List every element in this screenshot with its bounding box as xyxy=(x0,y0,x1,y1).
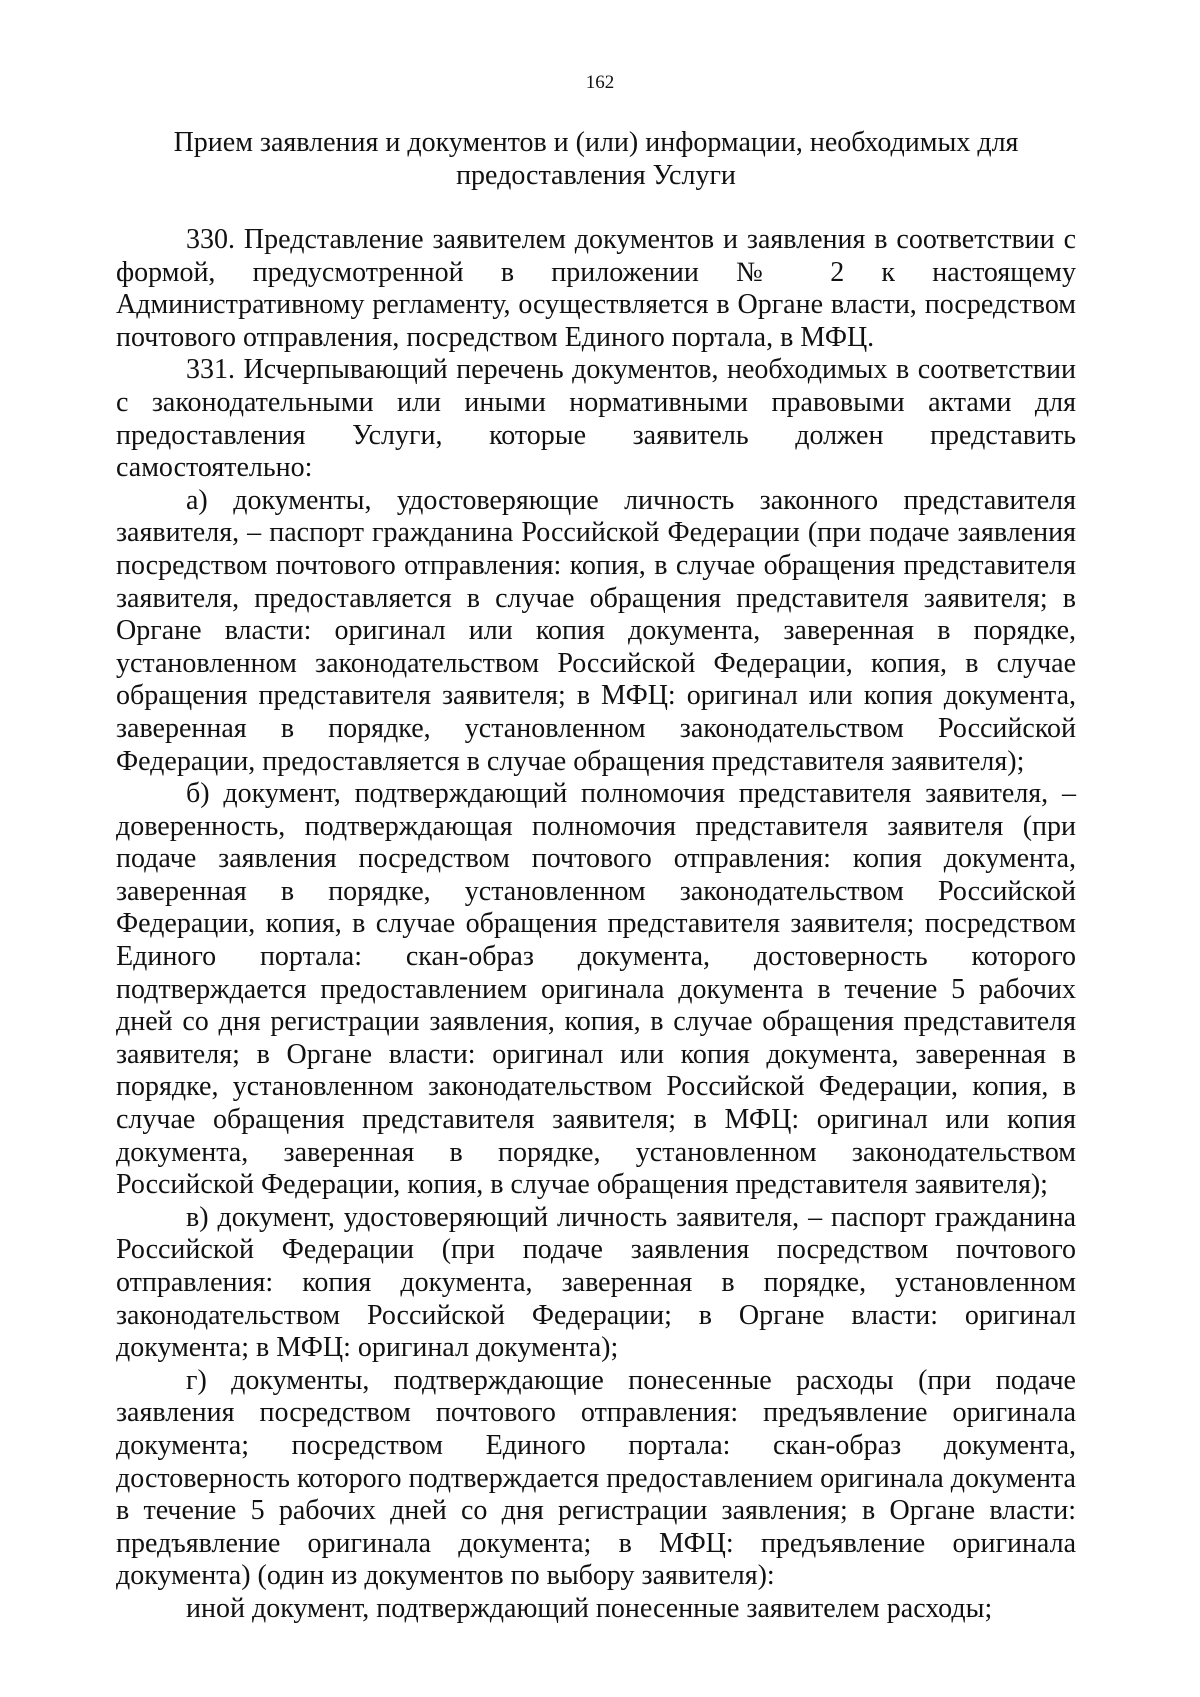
section-heading-line-2: предоставления Услуги xyxy=(456,160,736,191)
list-item-g: г) документы, подтверждающие понесенные расходы (при подаче заявления посредством почтового отправления: предъявление оригинала документа; посредством Единого портала: скан-образ документа, достоверность которого подтверждается предоставлением оригинала документа в течение 5 рабочих дней со дня регистрации заявления; в Органе власти: предъявление оригинала документа; в МФЦ: предъявление оригинала документа) (один из документов по выбору заявителя): xyxy=(116,1364,1076,1592)
section-heading xyxy=(116,126,1076,192)
list-item-other-document: иной документ, подтверждающий понесенные заявителем расходы; xyxy=(186,1592,993,1624)
paragraph-331: 331. Исчерпывающий перечень документов, необходимых в соответствии с законодательными или иными нормативными правовыми актами для предоставления Услуги, которые заявитель должен представить самостоятельно: xyxy=(116,354,1076,484)
body-text xyxy=(116,224,1076,1626)
list-item-a: а) документы, удостоверяющие личность законного представителя заявителя, – паспорт гражданина Российской Федерации (при подаче заявления посредством почтового отправления: копия, в случае обращения представителя заявителя, предоставляется в случае обращения представителя заявителя; в Органе власти: оригинал или копия документа, заверенная в порядке, установленном законодательством Российской Федерации, копия, в случае обращения представителя заявителя; в МФЦ: оригинал или копия документа, заверенная в порядке, установленном законодательством Российской Федерации, предоставляется в случае обращения представителя заявителя); xyxy=(116,484,1076,777)
list-item-b: б) документ, подтверждающий полномочия представителя заявителя, – доверенность, подтверждающая полномочия представителя заявителя (при подаче заявления посредством почтового отправления: копия документа, заверенная в порядке, установленном законодательством Российской Федерации, копия, в случае обращения представителя заявителя; посредством Единого портала: скан-образ документа, достоверность которого подтверждается предоставлением оригинала документа в течение 5 рабочих дней со дня регистрации заявления, копия, в случае обращения представителя заявителя; в Органе власти: оригинал или копия документа, заверенная в порядке, установленном законодательством Российской Федерации, копия, в случае обращения представителя заявителя; в МФЦ: оригинал или копия документа, заверенная в порядке, установленном законодательством Российской Федерации, копия, в случае обращения представителя заявителя); xyxy=(116,778,1076,1201)
paragraph-330: 330. Представление заявителем документов и заявления в соответствии с формой, предусмотренной в приложении № 2 к настоящему Административному регламенту, осуществляется в Органе власти, посредством почтового отправления, посредством Единого портала, в МФЦ. xyxy=(116,224,1076,353)
section-heading-line-1: Прием заявления и документов и (или) информации, необходимых для xyxy=(173,127,1019,158)
page-number: 162 xyxy=(585,72,615,93)
list-item-v: в) документ, удостоверяющий личность заявителя, – паспорт гражданина Российской Федерации (при подаче заявления посредством почтового отправления: копия документа, заверенная в порядке, установленном законодательством Российской Федерации; в Органе власти: оригинал документа; в МФЦ: оригинал документа); xyxy=(116,1201,1076,1364)
